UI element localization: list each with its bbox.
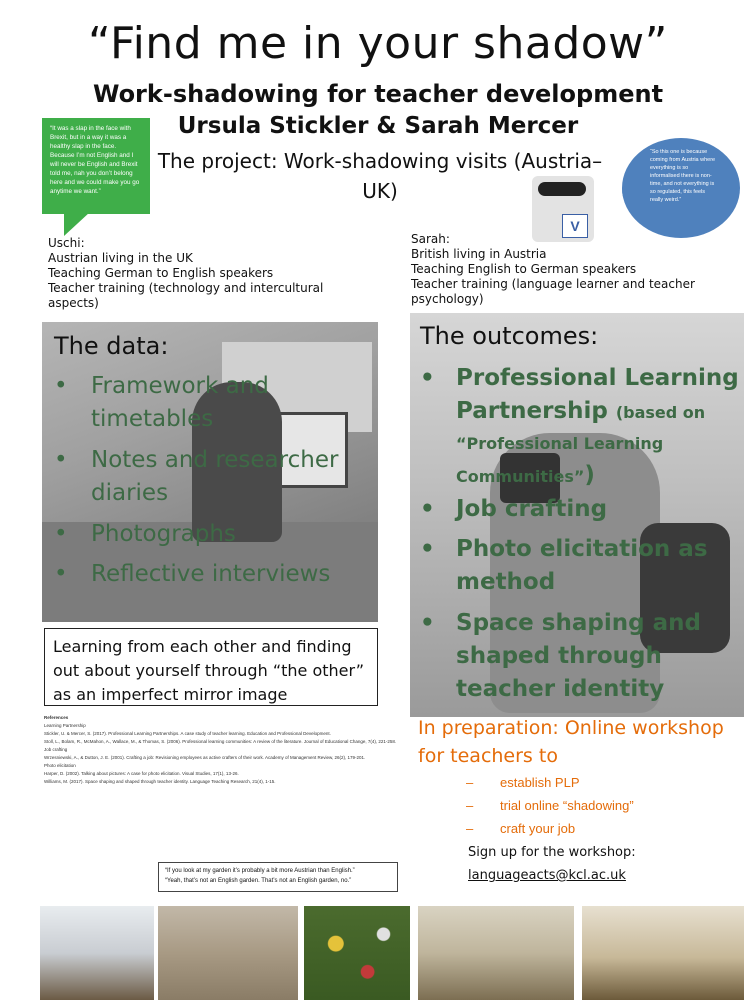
- outcome-list-item: [420, 493, 746, 529]
- workshop-item-label: craft your job: [500, 821, 576, 836]
- outcome-list-item: [420, 607, 746, 711]
- bullet: •: [54, 447, 68, 473]
- sarah-profile: [411, 232, 711, 307]
- dash-marker: –: [466, 798, 474, 813]
- bullet: •: [420, 610, 435, 636]
- uschi-heading: Uschi:: [48, 236, 85, 250]
- quote-bubble-right: “So this one is because coming from Austria where everything is so informalised there is non-time, and not everything is so regulated, this feels really weird.”: [622, 138, 740, 238]
- sarah-line: Teaching English to German speakers: [411, 262, 637, 276]
- dash-marker: –: [466, 821, 474, 836]
- bullet: •: [54, 561, 68, 587]
- sarah-line: British living in Austria: [411, 247, 547, 261]
- workshop-heading: In preparation: Online workshop for teachers to: [418, 717, 724, 767]
- outcome-item-note: “Professional Learning: [456, 434, 664, 453]
- uschi-line: Austrian living in the UK: [48, 251, 193, 265]
- living-room-photo: [582, 906, 744, 1000]
- garden-quote-box: [158, 862, 398, 892]
- bullet: •: [420, 536, 435, 562]
- office-room-photo: [418, 906, 574, 1000]
- outcome-item-note: ): [584, 462, 595, 488]
- data-item-label: Framework and timetables: [91, 373, 269, 432]
- house-photo: [158, 906, 298, 1000]
- workshop-item: [466, 821, 726, 839]
- reference-entry: Harper, D. (2002). Talking about pictures: A case for photo elicitation. Visual Studies, 17(1), 13-26.: [44, 771, 239, 776]
- data-section-title: The data:: [54, 332, 169, 360]
- references-heading: References: [44, 715, 69, 720]
- bullet: •: [54, 373, 68, 399]
- garden-quote-line: “If you look at my garden it’s probably a bit more Austrian than English.”: [165, 868, 355, 874]
- workshop-email-link[interactable]: languageacts@kcl.ac.uk: [468, 868, 626, 883]
- references: [44, 714, 410, 786]
- bullet: •: [54, 521, 68, 547]
- bullet: •: [420, 496, 435, 522]
- workshop-item: [466, 775, 726, 793]
- outcome-item-label: Job crafting: [456, 496, 608, 522]
- reference-entry: Job crafting: [44, 747, 68, 752]
- reference-entry: Photo elicitation: [44, 763, 76, 768]
- outcome-item-note: (based on: [615, 403, 706, 422]
- dash-marker: –: [466, 775, 474, 790]
- outcomes-section-title: The outcomes:: [420, 322, 599, 350]
- poster-title: “Find me in your shadow”: [88, 18, 668, 69]
- poster-authors: Ursula Stickler & Sarah Mercer: [177, 113, 579, 139]
- data-item-label: Notes and researcher diaries: [91, 447, 339, 506]
- project-heading: The project: Work-shadowing visits (Austria–UK): [157, 149, 603, 203]
- outcome-item-label: Photo elicitation as method: [456, 536, 708, 595]
- outcome-item-label: Space shaping and shaped through teacher identity: [456, 610, 701, 702]
- poster-subtitle: Work-shadowing for teacher development: [92, 80, 664, 108]
- reference-entry: Wrzesniewski, A., & Dutton, J. E. (2001). Crafting a job: Revisioning employees as active crafters of their work. Academy of Management Review, 26(2), 179-201.: [44, 755, 366, 760]
- data-item-label: Reflective interviews: [91, 561, 331, 587]
- badge-tag: V: [562, 214, 588, 238]
- lanyard-strap: [538, 182, 586, 196]
- data-list-item: [54, 370, 374, 440]
- bullet: •: [420, 365, 435, 391]
- uschi-line: Teaching German to English speakers: [48, 266, 274, 280]
- workshop-item-label: trial online “shadowing”: [500, 798, 634, 813]
- signup-label: Sign up for the workshop:: [468, 845, 636, 860]
- office-desk-photo: [40, 906, 154, 1000]
- garden-quote-line: “Yeah, that’s not an English garden. That’s not an English garden, no.”: [165, 878, 352, 884]
- sarah-heading: Sarah:: [411, 232, 450, 246]
- uschi-profile: [48, 236, 338, 311]
- data-list-item: [54, 444, 374, 514]
- outcome-item-label: Partnership: [456, 398, 608, 424]
- outcome-item-label: Professional Learning: [456, 365, 739, 391]
- sarah-line: Teacher training (language learner and teacher psychology): [411, 277, 695, 306]
- data-list-item: [54, 558, 374, 594]
- garden-flowers-photo: [304, 906, 410, 1000]
- quote-bubble-left: “It was a slap in the face with Brexit, but in a way it was a healthy slap in the face. Because I’m not English and I will never be English and Brexit told me, nah you don’t belong here and we could make you go anytime we want.”: [42, 118, 150, 214]
- reference-entry: Williams, M. (2017). Space shaping and shaped through teacher identity. Language Teaching Research, 21(4), 1-15.: [44, 779, 276, 784]
- reference-entry: Stickler, U. & Mercer, S. (2017). Professional Learning Partnerships. A case study of teacher learning. Education and Professional Development.: [44, 731, 331, 736]
- outcome-list-item: [420, 533, 746, 603]
- outcome-list-item: [420, 362, 746, 492]
- outcome-item-note: Communities”: [456, 467, 585, 486]
- data-item-label: Photographs: [91, 521, 236, 547]
- data-list-item: [54, 518, 374, 554]
- workshop-item-label: establish PLP: [500, 775, 580, 790]
- uschi-line: Teacher training (technology and intercultural aspects): [48, 281, 324, 310]
- reference-entry: Learning Partnership: [44, 723, 86, 728]
- reference-entry: Stoll, L., Bolam, R., McMahon, A., Wallace, M., & Thomas, S. (2006). Professional learning communities: A review of the literature. Journal of Educational Change, 7(4), 221-258.: [44, 739, 397, 744]
- workshop-item: [466, 798, 726, 816]
- mirror-quote-box: Learning from each other and finding out about yourself through “the other” as an imperfect mirror image: [44, 628, 378, 706]
